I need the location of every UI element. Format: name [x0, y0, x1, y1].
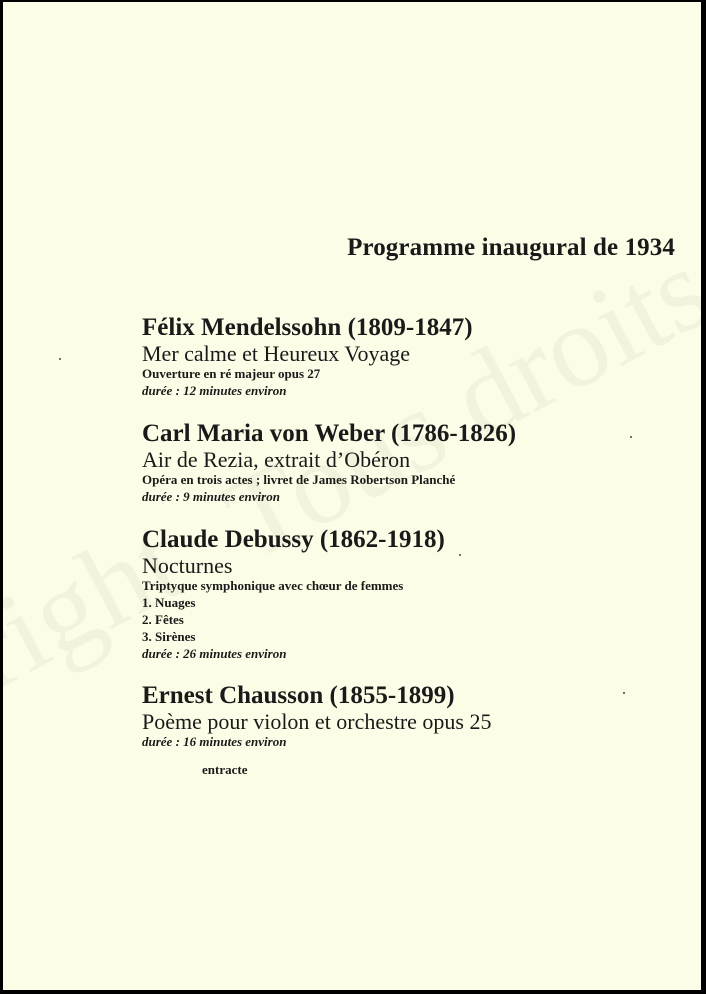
program-entry-debussy: [142, 526, 445, 662]
work-description: Ouverture en ré majeur opus 27: [142, 366, 321, 381]
movement-item: 1. Nuages: [142, 595, 196, 610]
paper-speck: [630, 436, 632, 438]
paper-speck: [59, 358, 61, 360]
work-description: Opéra en trois actes ; livret de James Robertson Planché: [142, 472, 456, 487]
movement-item: 2. Fêtes: [142, 612, 184, 627]
work-duration: durée : 12 minutes environ: [142, 383, 287, 398]
work-title: Mer calme et Heureux Voyage: [142, 341, 410, 366]
work-duration: durée : 26 minutes environ: [142, 646, 287, 661]
work-description: Triptyque symphonique avec chœur de femmes: [142, 578, 404, 593]
work-title: Poème pour violon et orchestre opus 25: [142, 709, 492, 734]
composer-name: Félix Mendelssohn (1809-1847): [142, 314, 473, 341]
paper-speck: [459, 554, 461, 556]
program-page: [3, 2, 701, 990]
paper-speck: [623, 692, 625, 694]
movement-item: 3. Sirènes: [142, 629, 196, 644]
program-entry-weber: [142, 420, 516, 505]
intermission-label: entracte: [202, 762, 248, 777]
composer-name: Ernest Chausson (1855-1899): [142, 682, 455, 709]
program-entry-chausson: [142, 682, 492, 750]
composer-name: Carl Maria von Weber (1786-1826): [142, 420, 517, 447]
work-duration: durée : 16 minutes environ: [142, 734, 287, 749]
page-title: Programme inaugural de 1934: [347, 234, 675, 261]
work-title: Nocturnes: [142, 553, 233, 578]
composer-name: Claude Debussy (1862-1918): [142, 526, 445, 553]
work-duration: durée : 9 minutes environ: [142, 489, 280, 504]
work-title: Air de Rezia, extrait d’Obéron: [142, 447, 411, 472]
program-entry-mendelssohn: [142, 314, 473, 399]
